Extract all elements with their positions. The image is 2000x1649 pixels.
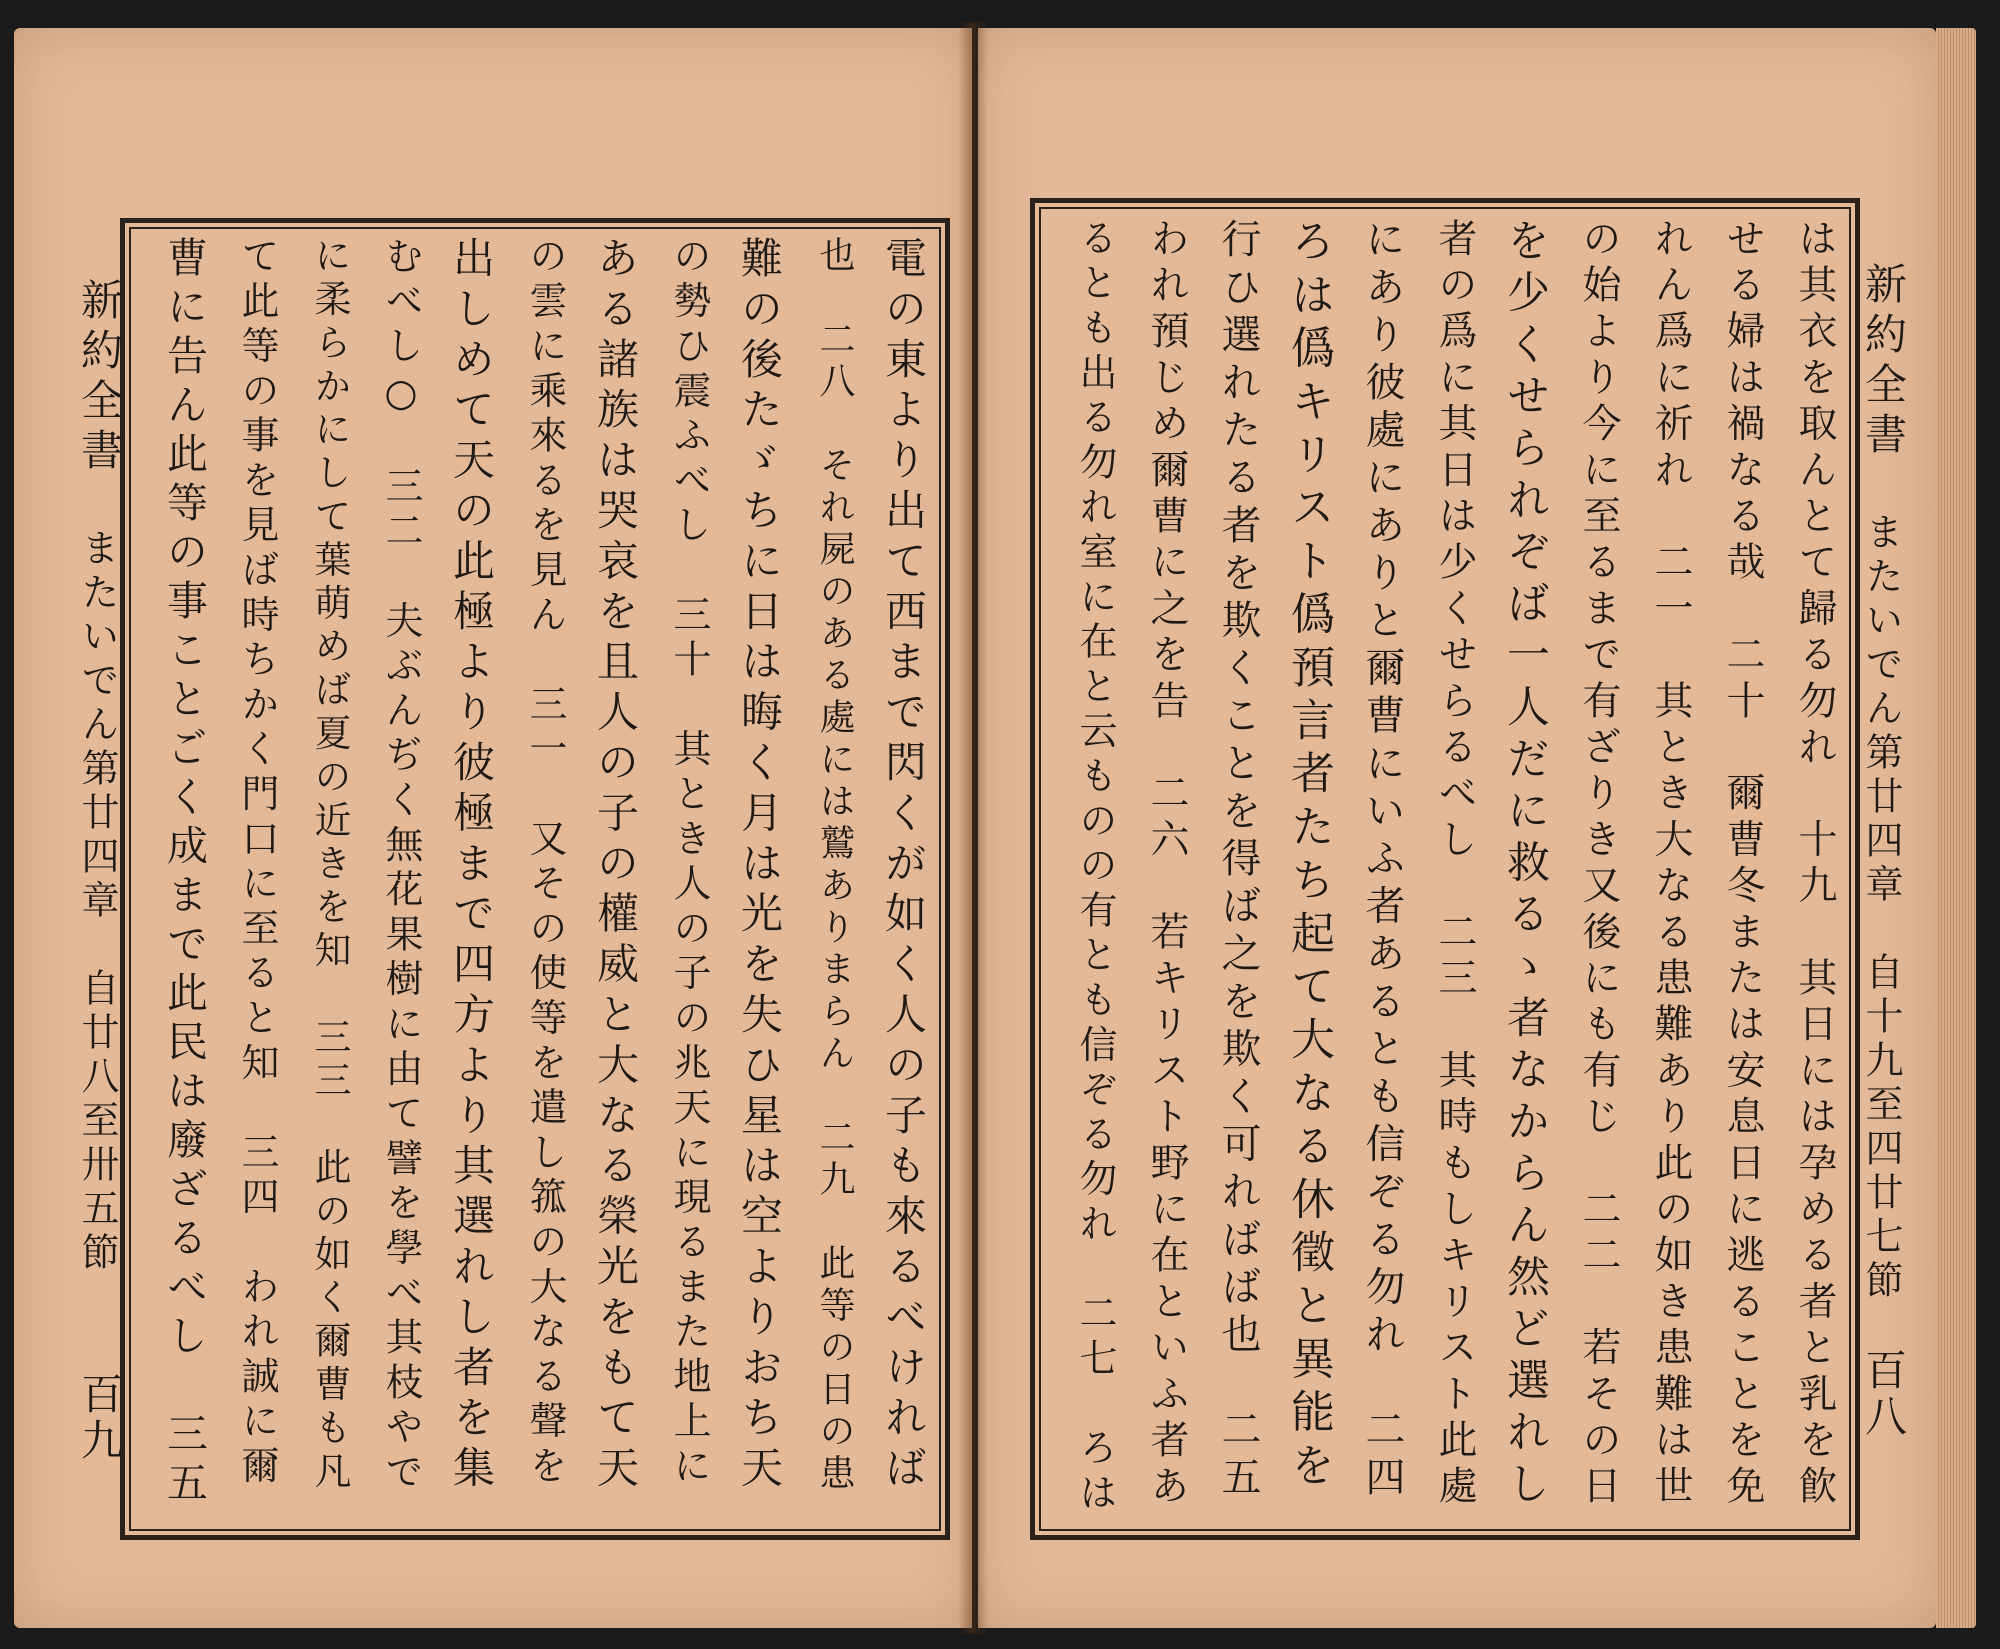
page-edges — [1936, 28, 1976, 1628]
text-column: 行ひ選れたる者を欺くことを得ば之を欺く可ればば也 二五 — [1215, 218, 1261, 1504]
left-page-number: 百九 — [75, 1372, 124, 1464]
text-column: は其衣を取んとて歸る勿れ 十九 其日には孕める者と乳を飮 — [1792, 218, 1837, 1512]
right-header-reference: またいでん第廿四章 自十九至四廿七節 — [1859, 512, 1903, 1304]
text-column: を少くせられぞば一人だに救るゝ者なからん然ど選れし — [1500, 218, 1550, 1513]
text-column: せる婦は禍なる哉 二十 爾曹冬または安息日に逃ることを免 — [1720, 218, 1765, 1512]
book-gutter — [958, 22, 988, 1634]
text-column: 者の爲に其日は少くせらるべし 二三 其時もしキリスト此處 — [1432, 218, 1477, 1512]
left-body-text — [132, 236, 932, 1516]
text-column: ろは僞キリスト僞預言者たち起て大なる休徵と異能を — [1283, 218, 1334, 1495]
text-column: の雲に乘來るを見ん 三一 又その使等を遣し箛の大なる聲を — [523, 236, 567, 1491]
text-column: て此等の事を見ば時ちかく門口に至ると知 三四 われ誠に爾 — [235, 236, 279, 1491]
text-column: に柔らかにして葉萌めば夏の近きを知 三三 此の如く爾曹も凡 — [308, 236, 351, 1495]
text-column: 難の後たゞちに日は晦く月は光を失ひ星は空よりおち天 — [735, 236, 784, 1497]
text-column: 也 二八 それ屍のある處には鷲ありまらん 二九 此等の日の患 — [814, 236, 855, 1496]
right-header-title: 新約全書 — [1859, 262, 1908, 462]
left-header-reference: またいでん第廿四章 自廿八至卅五節 — [75, 528, 119, 1276]
text-column: 出しめて天の此極より彼極まで四方より其選れし者を集 — [447, 236, 496, 1496]
right-body-text — [1042, 218, 1842, 1518]
text-column: の始より今に至るまで有ざりき又後にも有じ 二二 若その日 — [1576, 218, 1621, 1512]
text-column: われ預じめ爾曹に之を告 二六 若キリスト野に在といふ者あ — [1144, 218, 1189, 1512]
text-column: るとも出る勿れ室に在と云ものの有とも信ぞる勿れ 二七 ろは — [1073, 218, 1117, 1518]
text-column: の勢ひ震ふべし 三十 其とき人の子の兆天に現るまた地上に — [667, 236, 711, 1491]
left-header-title: 新約全書 — [75, 278, 124, 478]
text-column: 電の東より出て西まで閃くが如く人の子も來るべければ — [879, 236, 928, 1496]
text-column: 曹に告ん此等の事ことごく成まで此民は廢ざるべし 三五 — [160, 236, 208, 1510]
text-column: れん爲に祈れ 二一 其とき大なる患難あり此の如き患難は世 — [1648, 218, 1693, 1512]
text-column: ある諸族は哭哀を且人の子の權威と大なる榮光をもて天 — [591, 236, 640, 1496]
right-page-number: 百八 — [1859, 1348, 1908, 1440]
text-column: にあり彼處にありと爾曹にいふ者あるとも信ぞる勿れ 二四 — [1359, 218, 1405, 1504]
text-column: むべし○ 三二 夫ぶんぢく無花果樹に由て譬を學べ其枝やで — [379, 236, 423, 1497]
